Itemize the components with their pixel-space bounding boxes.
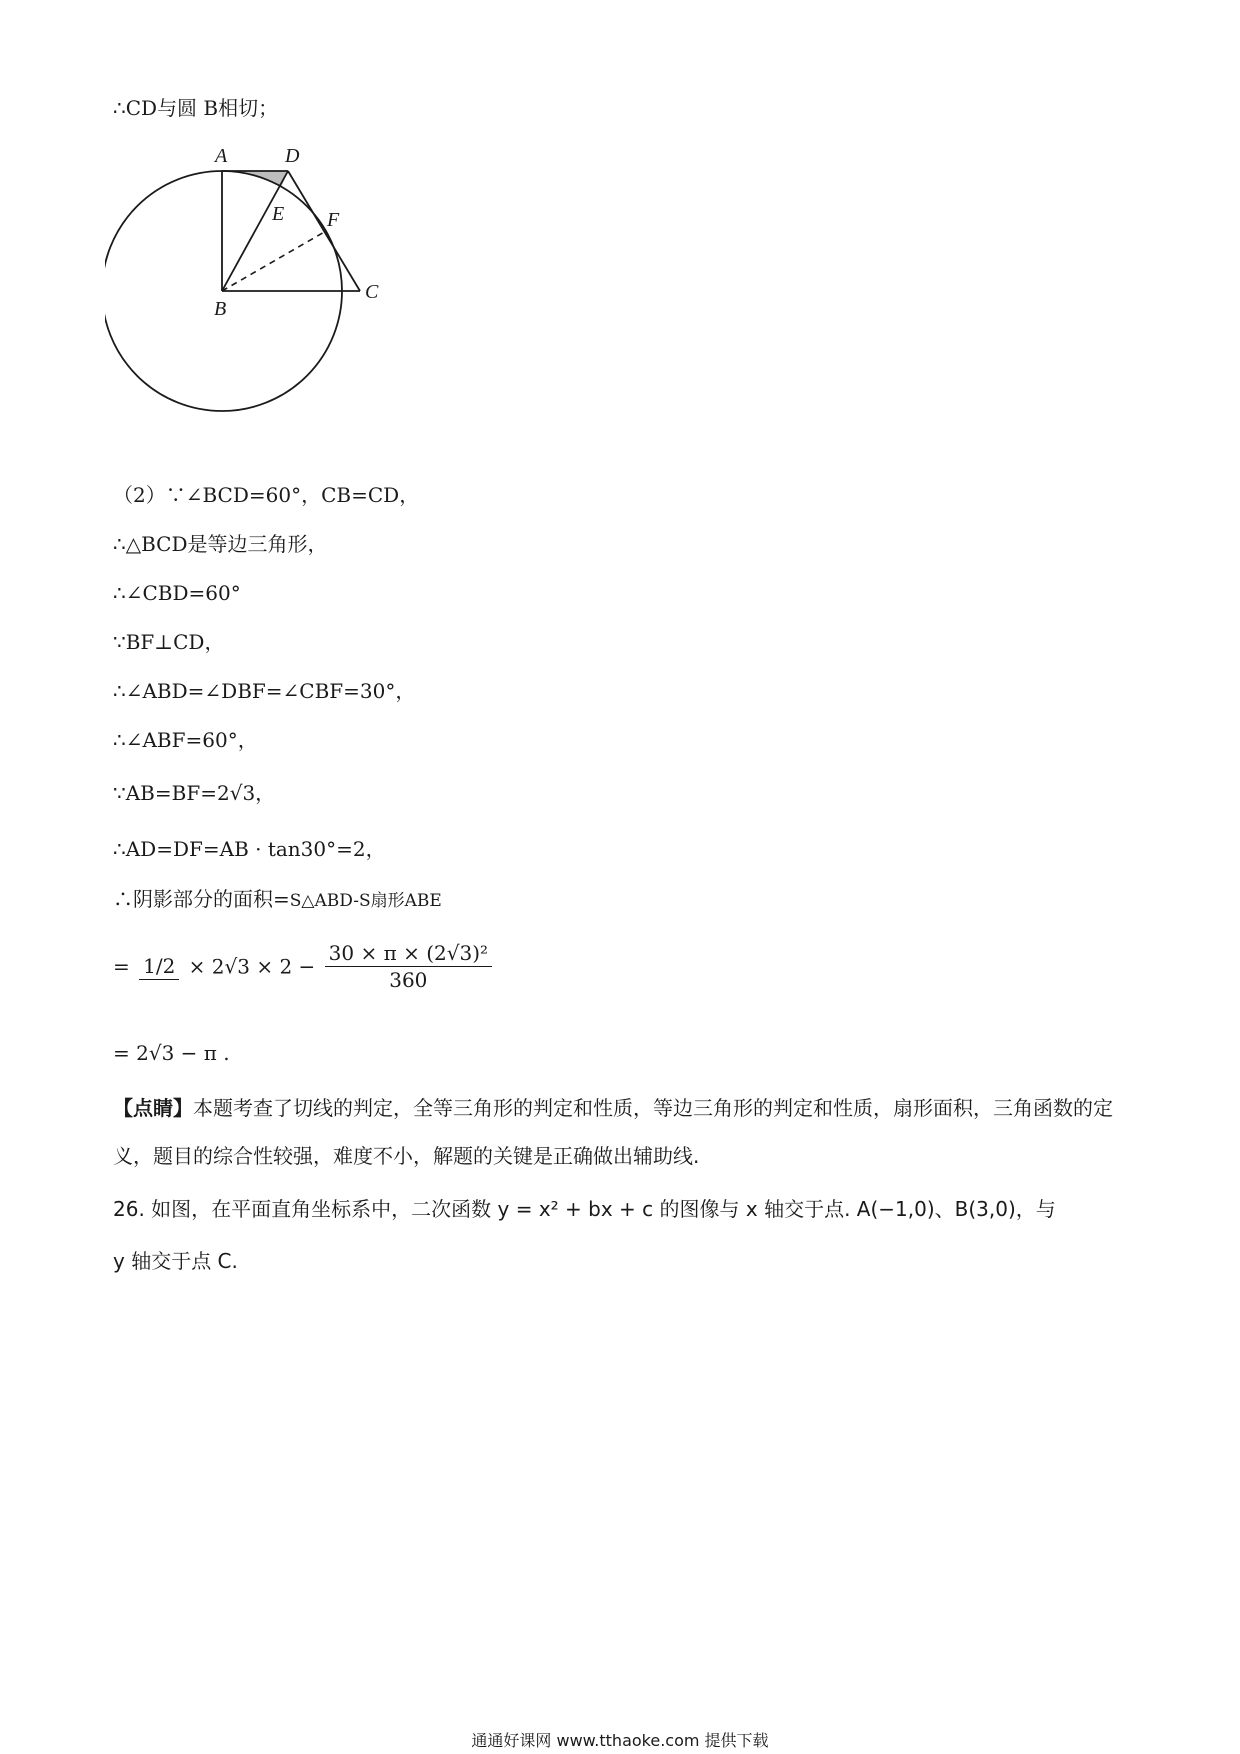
area-calculation [113,940,495,993]
area-line [113,886,442,914]
denominator: 360 [389,968,428,992]
calc-middle: × 2√3 × 2 − [188,954,316,979]
result-line [113,1040,230,1066]
label-e: E [272,203,285,225]
area-expression: S△ABD-S扇形ABE [289,891,442,911]
equilateral-line [113,531,328,557]
fraction-sector [325,940,492,993]
tangent-conclusion [113,95,278,121]
ab-bf-line [113,780,275,806]
fraction-half [139,953,179,980]
part2-given [113,482,419,508]
segment-bd [222,171,288,291]
label-a: A [215,145,228,167]
label-c: C [365,281,379,303]
text-line: （2）∵∠BCD=60°，CB=CD， [113,483,420,507]
note-text: 本题考查了切线的判定，全等三角形的判定和性质，等边三角形的判定和性质，扇形面积，三角函数的定义，题目的综合性较强，难度不小，解题的关键是正确做出辅助线. [113,1096,1113,1168]
text-line: ∵BF⊥CD， [113,630,225,654]
angles-30-line [113,678,415,704]
segment-dc [288,171,360,291]
page-footer [0,1728,1240,1751]
geometry-figure [105,140,405,430]
problem-26-line1 [113,1196,1056,1222]
fraction-text: 1/2 [139,953,179,980]
shaded-region [222,171,288,186]
label-b: B [214,298,227,320]
label-f: F [327,209,340,231]
text-line: ∴AD=DF=AB · tan30°=2， [113,837,386,861]
result-text: = 2√3 − π . [113,1041,230,1065]
problem-26-line2 [113,1248,238,1274]
text-line: ∴∠ABD=∠DBF=∠CBF=30°， [113,679,416,703]
text-line: ∴阴影部分的面积= [113,887,290,911]
text-line: ∴∠ABF=60°， [113,728,258,752]
footer-text: 通通好课网 www.tthaoke.com 提供下载 [471,1731,769,1750]
text-line: ∵AB=BF= [113,781,217,805]
ad-df-line [113,836,386,862]
numerator: 30 × π × (2√3)² [325,940,492,967]
angle-abf-line [113,727,258,753]
problem-text: 26. 如图，在平面直角坐标系中，二次函数 y = x² + bx + c 的图像与 x 轴交于点. A(−1,0)、B(3,0)，与 [113,1197,1056,1221]
text-line: ∴CD与圆 B相切； [113,96,279,120]
equals-sign: = [113,954,130,979]
note-tag: 【点睛】 [113,1096,193,1120]
text-line: ∴△BCD是等边三角形， [113,532,328,556]
angle-cbd-line [113,580,241,606]
value-2sqrt3: 2√3， [216,781,276,805]
perpendicular-line [113,629,224,655]
label-d: D [285,145,300,167]
text-line: ∴∠CBD=60° [113,581,241,605]
key-point-note [113,1084,1133,1180]
problem-text: y 轴交于点 C. [113,1249,238,1273]
